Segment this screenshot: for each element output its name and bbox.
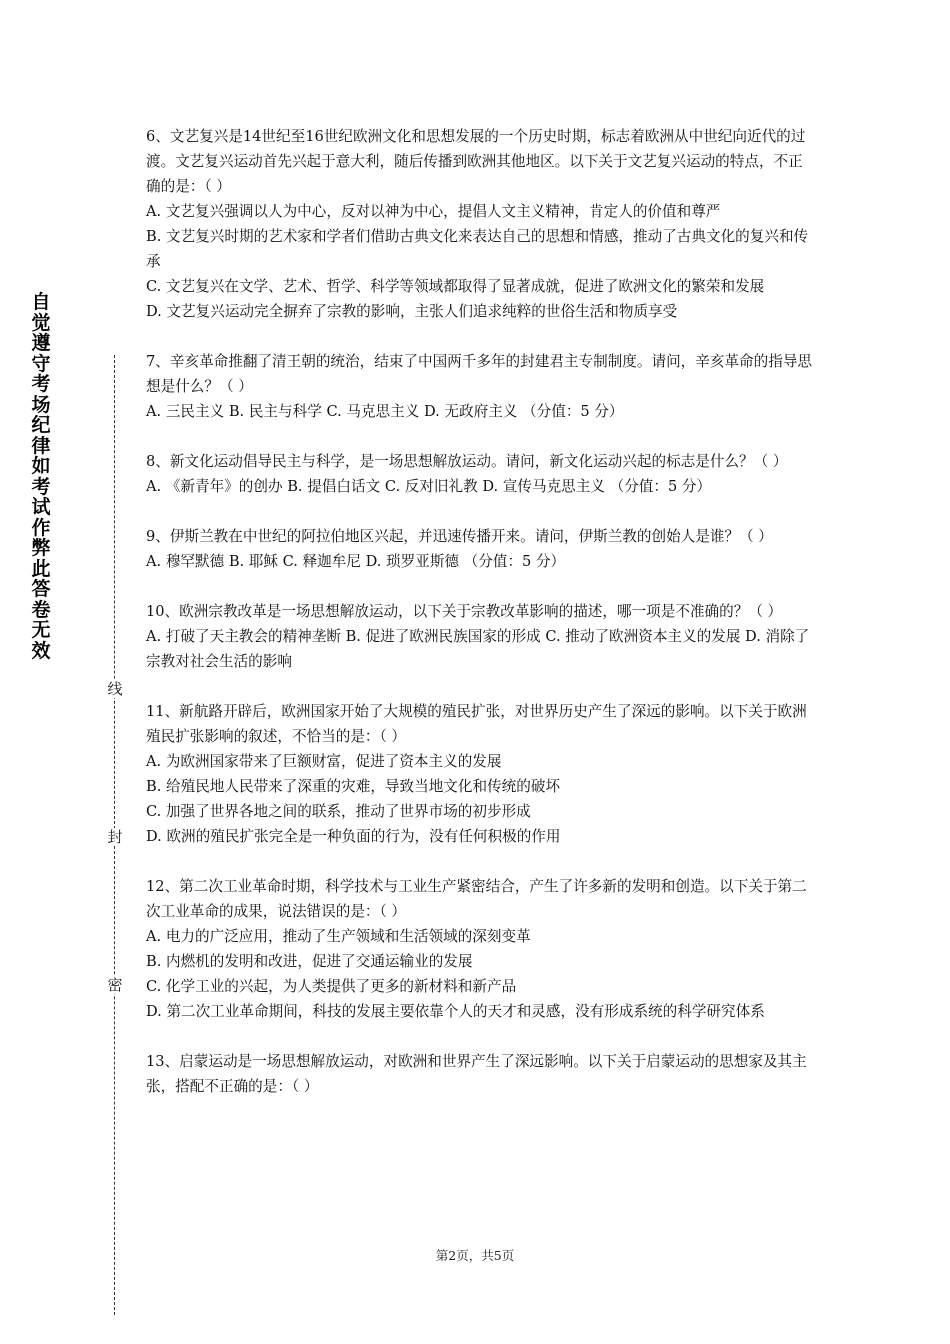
binding-mark-line: 线	[107, 680, 123, 698]
question-block	[146, 349, 816, 424]
answer-option: D. 文艺复兴运动完全摒弃了宗教的影响，主张人们追求纯粹的世俗生活和物质享受	[146, 303, 678, 320]
answer-option: B. 给殖民地人民带来了深重的灾难，导致当地文化和传统的破坏	[146, 778, 561, 795]
question-stem: 13、启蒙运动是一场思想解放运动，对欧洲和世界产生了深远影响。以下关于启蒙运动的思想家及其主张，搭配不正确的是：（ ）	[146, 1053, 807, 1095]
binding-mark-seal: 封	[107, 828, 123, 846]
binding-mark-secret: 密	[107, 976, 123, 994]
question-block	[146, 449, 816, 499]
question-list	[146, 124, 816, 1124]
question-stem: 10、欧洲宗教改革是一场思想解放运动，以下关于宗教改革影响的描述，哪一项是不准确的？（ ）	[146, 603, 783, 620]
question-stem: 9、伊斯兰教在中世纪的阿拉伯地区兴起，并迅速传播开来。请问，伊斯兰教的创始人是谁？（ ）	[146, 528, 773, 545]
question-block	[146, 599, 816, 674]
question-stem: 11、新航路开辟后，欧洲国家开始了大规模的殖民扩张，对世界历史产生了深远的影响。以下关于欧洲殖民扩张影响的叙述，不恰当的是：（ ）	[146, 703, 807, 745]
answer-option: A. 三民主义 B. 民主与科学 C. 马克思主义 D. 无政府主义 （分值：5 分）	[146, 403, 624, 420]
question-block	[146, 124, 816, 324]
answer-option: A. 《新青年》的创办 B. 提倡白话文 C. 反对旧礼教 D. 宣传马克思主义 （分值：5 分）	[146, 478, 712, 495]
answer-option: C. 文艺复兴在文学、艺术、哲学、科学等领域都取得了显著成就，促进了欧洲文化的繁荣和发展	[146, 278, 765, 295]
answer-option: B. 内燃机的发明和改进，促进了交通运输业的发展	[146, 953, 473, 970]
answer-option: A. 文艺复兴强调以人为中心，反对以神为中心，提倡人文主义精神，肯定人的价值和尊严	[146, 203, 721, 220]
question-stem: 6、文艺复兴是14世纪至16世纪欧洲文化和思想发展的一个历史时期，标志着欧洲从中世纪向近代的过渡。文艺复兴运动首先兴起于意大利，随后传播到欧洲其他地区。以下关于文艺复兴运动的特点，不正确的是：（ ）	[146, 128, 806, 195]
answer-option: A. 电力的广泛应用，推动了生产领域和生活领域的深刻变革	[146, 928, 531, 945]
question-block	[146, 1049, 816, 1099]
answer-option: A. 为欧洲国家带来了巨额财富，促进了资本主义的发展	[146, 753, 502, 770]
answer-option: B. 文艺复兴时期的艺术家和学者们借助古典文化来表达自己的思想和情感，推动了古典文化的复兴和传承	[146, 228, 809, 270]
answer-option: A. 穆罕默德 B. 耶稣 C. 释迦牟尼 D. 琐罗亚斯德 （分值：5 分）	[146, 553, 566, 570]
page-number: 第2页，共5页	[435, 1248, 515, 1263]
exam-discipline-note: 自觉遵守考场纪律如考试作弊此答卷无效	[31, 291, 51, 662]
answer-option: A. 打破了天主教会的精神垄断 B. 促进了欧洲民族国家的形成 C. 推动了欧洲资本主义的发展 D. 消除了宗教对社会生活的影响	[146, 628, 810, 670]
question-block	[146, 874, 816, 1024]
answer-option: D. 欧洲的殖民扩张完全是一种负面的行为，没有任何积极的作用	[146, 828, 561, 845]
question-stem: 7、辛亥革命推翻了清王朝的统治，结束了中国两千多年的封建君主专制制度。请问，辛亥革命的指导思想是什么？（ ）	[146, 353, 813, 395]
question-block	[146, 524, 816, 574]
question-stem: 8、新文化运动倡导民主与科学，是一场思想解放运动。请问，新文化运动兴起的标志是什么？（ ）	[146, 453, 788, 470]
question-stem: 12、第二次工业革命时期，科学技术与工业生产紧密结合，产生了许多新的发明和创造。以下关于第二次工业革命的成果，说法错误的是：（ ）	[146, 878, 807, 920]
answer-option: D. 第二次工业革命期间，科技的发展主要依靠个人的天才和灵感，没有形成系统的科学研究体系	[146, 1003, 765, 1020]
answer-option: C. 加强了世界各地之间的联系，推动了世界市场的初步形成	[146, 803, 531, 820]
answer-option: C. 化学工业的兴起，为人类提供了更多的新材料和新产品	[146, 978, 517, 995]
question-block	[146, 699, 816, 849]
